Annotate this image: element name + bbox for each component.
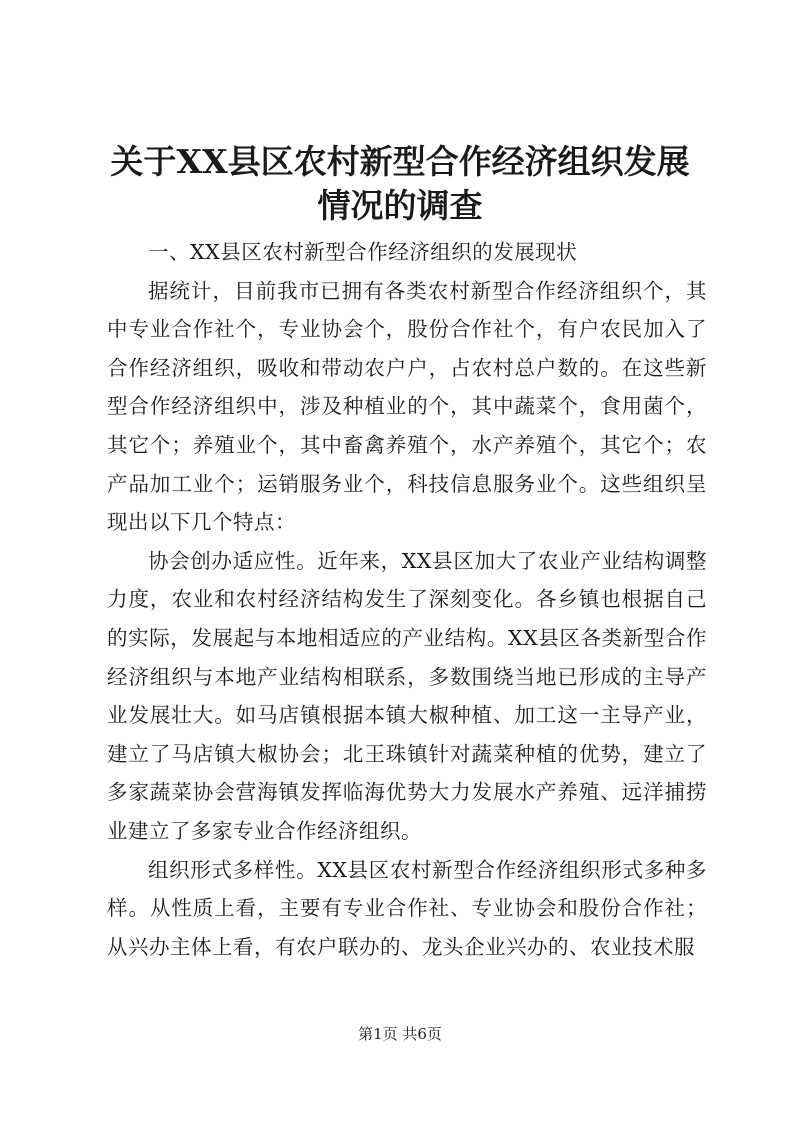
document-title: 关于XX县区农村新型合作经济组织发展情况的调查: [110, 142, 690, 225]
body-paragraph: 据统计，目前我市已拥有各类农村新型合作经济组织个，其中专业合作社个，专业协会个，股份合作社个，有户农民加入了合作经济组织，吸收和带动农户户，占农村总户数的。在这些新型合作经济组织中，涉及种植业的个，其中蔬菜个，食用菌个，其它个；养殖业个，其中畜禽养殖个，水产养殖个，其它个；农产品加工业个；运销服务业个，科技信息服务业个。这些组织呈现出以下几个特点：: [107, 278, 707, 535]
document-body: [107, 233, 707, 966]
page-footer: 第1页 共6页: [358, 1025, 442, 1043]
body-paragraph: 协会创办适应性。近年来，XX县区加大了农业产业结构调整力度，农业和农村经济结构发生了深刻变化。各乡镇也根据自己的实际，发展起与本地相适应的产业结构。XX县区各类新型合作经济组织与本地产业结构相联系，多数围绕当地已形成的主导产业发展壮大。如马店镇根据本镇大椒种植、加工这一主导产业，建立了马店镇大椒协会；北王珠镇针对蔬菜种植的优势，建立了多家蔬菜协会营海镇发挥临海优势大力发展水产养殖、远洋捕捞业建立了多家专业合作经济组织。: [107, 548, 707, 843]
section-heading: 一、XX县区农村新型合作经济组织的发展现状: [148, 240, 578, 264]
body-paragraph: 组织形式多样性。XX县区农村新型合作经济组织形式多种多样。从性质上看，主要有专业合作社、专业协会和股份合作社；从兴办主体上看，有农户联办的、龙头企业兴办的、农业技术服: [107, 857, 707, 959]
